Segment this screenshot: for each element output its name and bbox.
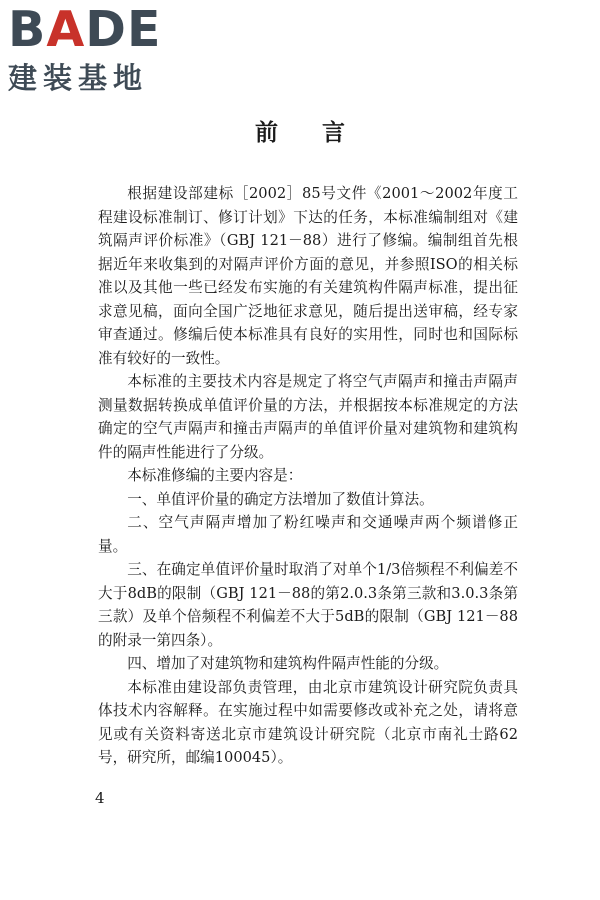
paragraph-revision-item-4: 四、增加了对建筑物和建筑构件隔声性能的分级。 <box>127 655 449 672</box>
logo-letters-de: DE <box>85 1 162 58</box>
paragraph-revision-item-3: 三、在确定单值评价量时取消了对单个1/3倍频程不利偏差不大于8dB的限制（GBJ 121－88的第2.0.3条第三款和3.0.3条第三款）及单个倍频程不利偏差不大于5dB的限制（GBJ 121－88的附录一第四条）。 <box>98 561 518 649</box>
logo-letters-b: B <box>8 1 47 58</box>
logo-letter-a-accent: A <box>46 1 86 58</box>
paragraph-background: 根据建设部建标［2002］85号文件《2001～2002年度工程建设标准制订、修订计划》下达的任务，本标准编制组对《建筑隔声评价标准》（GBJ 121－88）进行了修编。编制组首先根据近年来收集到的对隔声评价方面的意见，并参照ISO的相关标准以及其他一些已经发布实施的有关建筑构件隔声标准，提出征求意见稿，面向全国广泛地征求意见，随后提出送审稿，经专家审查通过。修编后使本标准具有良好的实用性，同时也和国际标准有较好的一致性。 <box>98 185 518 367</box>
paragraph-revision-item-2: 二、空气声隔声增加了粉红噪声和交通噪声两个频谱修正量。 <box>98 514 518 555</box>
page-number: 4 <box>95 789 105 807</box>
page-title: 前言 <box>255 119 389 146</box>
paragraph-management-contact: 本标准由建设部负责管理，由北京市建筑设计研究院负责具体技术内容解释。在实施过程中如需要修改或补充之处，请将意见或有关资料寄送北京市建筑设计研究院（北京市南礼士路62号，研究所，邮编100045）。 <box>98 678 518 766</box>
logo-wordmark <box>8 1 178 58</box>
paragraph-main-content: 本标准的主要技术内容是规定了将空气声隔声和撞击声隔声测量数据转换成单值评价量的方法，并根据按本标准规定的方法确定的空气声隔声和撞击声隔声的单值评价量对建筑物和建筑构件的隔声性能进行了分级。 <box>98 373 518 461</box>
paragraph-revision-intro: 本标准修编的主要内容是： <box>127 467 303 484</box>
logo-subtitle: 建装基地 <box>8 61 149 95</box>
preface-body <box>98 182 518 770</box>
paragraph-revision-item-1: 一、单值评价量的确定方法增加了数值计算法。 <box>127 490 434 508</box>
bade-logo <box>8 1 178 96</box>
